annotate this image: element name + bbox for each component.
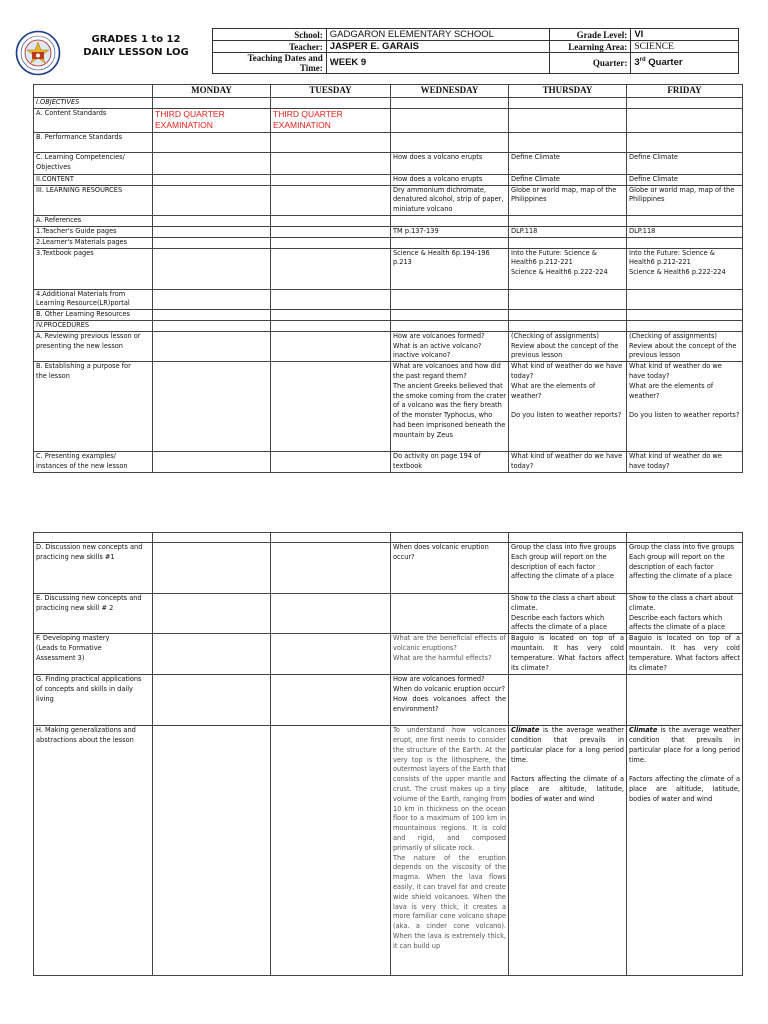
quarter-number: 3 — [634, 57, 640, 68]
discussion1-thursday: Group the class into five groups Each group will report on the description of each factor affecting the climate of a place — [509, 543, 627, 594]
document-title — [69, 33, 203, 69]
dates-label — [213, 53, 327, 74]
practical-wednesday-line-3: How does volcanoes affect the environment? — [393, 694, 506, 713]
purpose-line-2: the lesson — [36, 371, 70, 380]
additional-line-1: 4.Additional Materials from — [36, 289, 126, 298]
discussion2-friday-line-2: Describe each factors which affects the climate of a place — [629, 613, 726, 632]
textbook-friday-line-2: Science & Health6 p.222-224 — [629, 268, 726, 277]
textbook-wednesday: Science & Health 6p.194-196 p.213 — [391, 248, 509, 289]
row-label-reviewing — [34, 331, 153, 361]
competencies-line-1: C. Learning Competencies/ — [36, 152, 125, 161]
examples-wednesday: Do activity on page 194 of textbook — [391, 452, 509, 473]
review-friday — [627, 331, 743, 361]
row-label-discussion-1 — [34, 543, 153, 594]
generalization-line-1: H. Making generalizations and — [36, 726, 136, 735]
review-wednesday-line-1: How are volcanoes formed? — [393, 331, 485, 340]
row-label-textbook: 3.Textbook pages — [34, 248, 153, 289]
row-label-content: II.CONTENT — [34, 174, 153, 185]
examples-line-1: C. Presenting examples/ — [36, 452, 116, 461]
practical-line-2: of concepts and skills in daily — [36, 684, 133, 693]
lesson-log-table-1 — [33, 84, 743, 473]
info-table — [212, 28, 739, 74]
generalization-friday — [627, 726, 743, 976]
examples-thursday: What kind of weather do we have today? — [509, 452, 627, 473]
monday-exam-note — [153, 108, 271, 132]
content-wednesday: How does a volcano erupts — [391, 174, 509, 185]
school-label: School: — [213, 29, 327, 41]
textbook-thursday-line-2: Science & Health6 p.222-224 — [511, 268, 608, 277]
row-label-learning-resources: III. LEARNING RESOURCES — [34, 185, 153, 215]
discussion1-wednesday: When does volcanic eruption occur? — [391, 543, 509, 594]
climate-term: Climate — [629, 726, 658, 735]
row-label-content-standards: A. Content Standards — [34, 108, 153, 132]
review-line-1: A. Reviewing previous lesson or — [36, 331, 141, 340]
mastery-wednesday-line-1: What are the beneficial effects of volcanic eruptions? — [393, 634, 506, 652]
quarter-suffix: rd — [639, 56, 646, 63]
purpose-thursday-line-1: What kind of weather do we have today? — [511, 362, 623, 380]
teacher-name: JASPER E. GARAIS — [329, 41, 419, 52]
review-wednesday-line-3: inactive volcano? — [393, 351, 451, 360]
examples-line-2: instances of the new lesson — [36, 461, 128, 470]
purpose-line-1: B. Establishing a purpose for — [36, 362, 131, 371]
dates-label-line-1: Teaching Dates and — [247, 53, 323, 63]
row-label-practical-applications — [34, 675, 153, 726]
textbook-friday-line-1: Into the Future: Science & Health6 p.212-221 — [629, 248, 715, 267]
purpose-friday-line-3: Do you listen to weather reports? — [629, 411, 740, 420]
discussion2-thursday-line-2: Describe each factors which affects the climate of a place — [511, 613, 608, 632]
row-label-examples — [34, 452, 153, 473]
resources-wednesday: Dry ammonium dichromate, denatured alcohol, strip of paper, miniature volcano — [391, 185, 509, 215]
purpose-wednesday — [391, 362, 509, 452]
practical-wednesday-line-1: How are volcanoes formed? — [393, 675, 485, 684]
discussion2-friday — [627, 594, 743, 634]
generalization-wednesday — [391, 726, 509, 976]
row-label-other-resources: B. Other Learning Resources — [34, 310, 153, 321]
quarter-value — [631, 53, 739, 74]
competencies-line-2: Objectives — [36, 162, 71, 171]
row-label-learners-materials: 2.Learner's Materials pages — [34, 237, 153, 248]
teachers-guide-thursday: DLP.118 — [509, 226, 627, 237]
climate-factors: Factors affecting the climate of a place are altitude, latitude, bodies of water and wind — [629, 775, 740, 803]
day-header-tuesday: TUESDAY — [271, 85, 391, 98]
discussion2-thursday-line-1: Show to the class a chart about climate. — [511, 594, 616, 612]
teachers-guide-friday: DLP.118 — [627, 226, 743, 237]
deped-seal-icon — [15, 30, 61, 76]
review-line-2: presenting the new lesson — [36, 341, 123, 350]
competencies-wednesday: How does a volcano erupts — [391, 152, 509, 174]
purpose-friday-line-1: What kind of weather do we have today? — [629, 362, 722, 380]
row-label-teachers-guide: 1.Teacher's Guide pages — [34, 226, 153, 237]
mastery-line-3: Assessment 3) — [36, 653, 85, 662]
discussion1-friday: Group the class into five groups Each group will report on the description of each factor affecting the climate of a place — [627, 543, 743, 594]
generalization-wednesday-para-1: To understand how volcanoes erupt, one first needs to consider the structure of the Earth. At the very top is the lithosphere, the outermost layers of the Earth that consists of the upper mantle and crust. The crust makes up a tiny volume of the Earth, ranging from 10 km in thickness on the ocean floor to a maximum of 100 km in mountainous regions. It is cold and rigid, and composed primarily of silicate rock. — [393, 726, 506, 852]
purpose-friday-line-2: What are the elements of weather? — [629, 381, 714, 400]
row-label-developing-mastery — [34, 634, 153, 675]
additional-line-2: Learning Resource(LR)portal — [36, 299, 130, 308]
purpose-wednesday-line-1: What are volcanoes and how did the past regard them? — [393, 362, 501, 380]
row-label-procedures: IV.PROCEDURES — [34, 320, 153, 331]
quarter-label: Quarter: — [550, 53, 631, 74]
teacher-value — [326, 41, 550, 53]
grade-level-label: Grade Level: — [550, 29, 631, 41]
learning-area-label: Learning Area: — [550, 41, 631, 53]
purpose-wednesday-line-2: The ancient Greeks believed that the smoke coming from the crater of a volcano was the fiery breath of the monster Typhocus, who had been imprisoned beneath the mountain by Zeus — [393, 381, 507, 439]
review-thursday-line-2: Review about the concept of the previous lesson — [511, 341, 619, 360]
day-header-wednesday: WEDNESDAY — [391, 85, 509, 98]
row-label-performance-standards: B. Performance Standards — [34, 132, 153, 152]
practical-line-1: G. Finding practical applications — [36, 675, 142, 684]
practical-wednesday-line-2: When do volcanic eruption occur? — [393, 684, 506, 693]
generalization-line-2: abstractions about the lesson — [36, 735, 134, 744]
content-friday: Define Climate — [627, 174, 743, 185]
discussion1-line-1: D. Discussion new concepts and — [36, 543, 143, 551]
tuesday-exam-note — [271, 108, 391, 132]
row-label-additional-materials — [34, 289, 153, 310]
purpose-friday — [627, 362, 743, 452]
climate-term: Climate — [511, 726, 540, 735]
exam-line-2: EXAMINATION — [155, 119, 213, 130]
climate-definition: is the average weather condition that prevails in particular place for a long period time. — [511, 726, 624, 764]
textbook-friday — [627, 248, 743, 289]
climate-factors: Factors affecting the climate of a place are altitude, latitude, bodies of water and wind — [511, 775, 624, 803]
competencies-thursday: Define Climate — [509, 152, 627, 174]
discussion2-line-2: practicing new skill # 2 — [36, 603, 114, 612]
row-label-generalizations — [34, 726, 153, 976]
exam-line-2: EXAMINATION — [273, 119, 331, 130]
discussion2-thursday — [509, 594, 627, 634]
purpose-thursday-line-3: Do you listen to weather reports? — [511, 411, 622, 420]
practical-line-3: living — [36, 694, 54, 703]
mastery-thursday: Baguio is located on top of a mountain. It has very cold temperature. What factors affect its climate? — [509, 634, 627, 675]
climate-definition: is the average weather condition that prevails in particular place for a long period time. — [629, 726, 740, 764]
content-thursday: Define Climate — [509, 174, 627, 185]
mastery-friday: Baguio is located on top of a mountain. It has very cold temperature. What factors affect its climate? — [627, 634, 743, 675]
textbook-thursday — [509, 248, 627, 289]
day-header-thursday: THURSDAY — [509, 85, 627, 98]
discussion2-friday-line-1: Show to the class a chart about climate. — [629, 594, 734, 612]
header — [15, 28, 739, 80]
resources-thursday: Globe or world map, map of the Philippines — [509, 185, 627, 215]
row-label-discussion-2 — [34, 594, 153, 634]
learning-area-value: SCIENCE — [631, 41, 739, 53]
generalization-wednesday-para-2: The nature of the eruption depends on the viscosity of the magma. When the lava flows easily, it can travel far and create wide shield volcanoes. When the lava is very thick, it creates a more familiar cone volcano shape (aka. a cinder cone volcano). When the lava is extremely thick, it can build up — [393, 853, 506, 950]
corner-cell — [34, 85, 153, 98]
row-label-competencies — [34, 152, 153, 174]
exam-line-1: THIRD QUARTER — [273, 108, 343, 119]
day-header-friday: FRIDAY — [627, 85, 743, 98]
discussion2-line-1: E. Discussing new concepts and — [36, 594, 142, 602]
review-wednesday — [391, 331, 509, 361]
row-label-references: A. References — [34, 215, 153, 226]
purpose-thursday-line-2: What are the elements of weather? — [511, 381, 596, 400]
review-thursday — [509, 331, 627, 361]
grade-level-value: VI — [631, 29, 739, 41]
title-line-1: GRADES 1 to 12 — [91, 34, 181, 45]
mastery-line-1: F. Developing mastery — [36, 634, 110, 643]
review-friday-line-1: (Checking of assignments) — [629, 331, 717, 340]
textbook-thursday-line-1: Into the Future: Science & Health6 p.212-221 — [511, 248, 597, 267]
quarter-word: Quarter — [648, 57, 683, 68]
review-thursday-line-1: (Checking of assignments) — [511, 331, 599, 340]
mastery-wednesday — [391, 634, 509, 675]
competencies-friday: Define Climate — [627, 152, 743, 174]
lesson-log-table-2 — [33, 532, 743, 976]
practical-wednesday — [391, 675, 509, 726]
title-line-2: DAILY LESSON LOG — [83, 47, 189, 58]
resources-friday: Globe or world map, map of the Philippines — [627, 185, 743, 215]
mastery-wednesday-line-2: What are the harmful effects? — [393, 653, 492, 662]
discussion1-line-2: practicing new skills #1 — [36, 552, 115, 561]
review-wednesday-line-2: What is an active volcano? — [393, 341, 482, 350]
row-label-purpose — [34, 362, 153, 452]
week-value: WEEK 9 — [329, 57, 367, 68]
teacher-label: Teacher: — [213, 41, 327, 53]
generalization-thursday — [509, 726, 627, 976]
purpose-thursday — [509, 362, 627, 452]
day-header-monday: MONDAY — [153, 85, 271, 98]
examples-friday: What kind of weather do we have today? — [627, 452, 743, 473]
mastery-line-2: (Leads to Formative — [36, 643, 102, 652]
row-label-objectives: I.OBJECTIVES — [34, 98, 153, 109]
school-value: GADGARON ELEMENTARY SCHOOL — [326, 29, 550, 41]
teachers-guide-wednesday: TM p.137-139 — [391, 226, 509, 237]
dates-label-line-2: Time: — [299, 63, 323, 73]
dates-value — [326, 53, 550, 74]
exam-line-1: THIRD QUARTER — [155, 108, 225, 119]
review-friday-line-2: Review about the concept of the previous lesson — [629, 341, 737, 360]
